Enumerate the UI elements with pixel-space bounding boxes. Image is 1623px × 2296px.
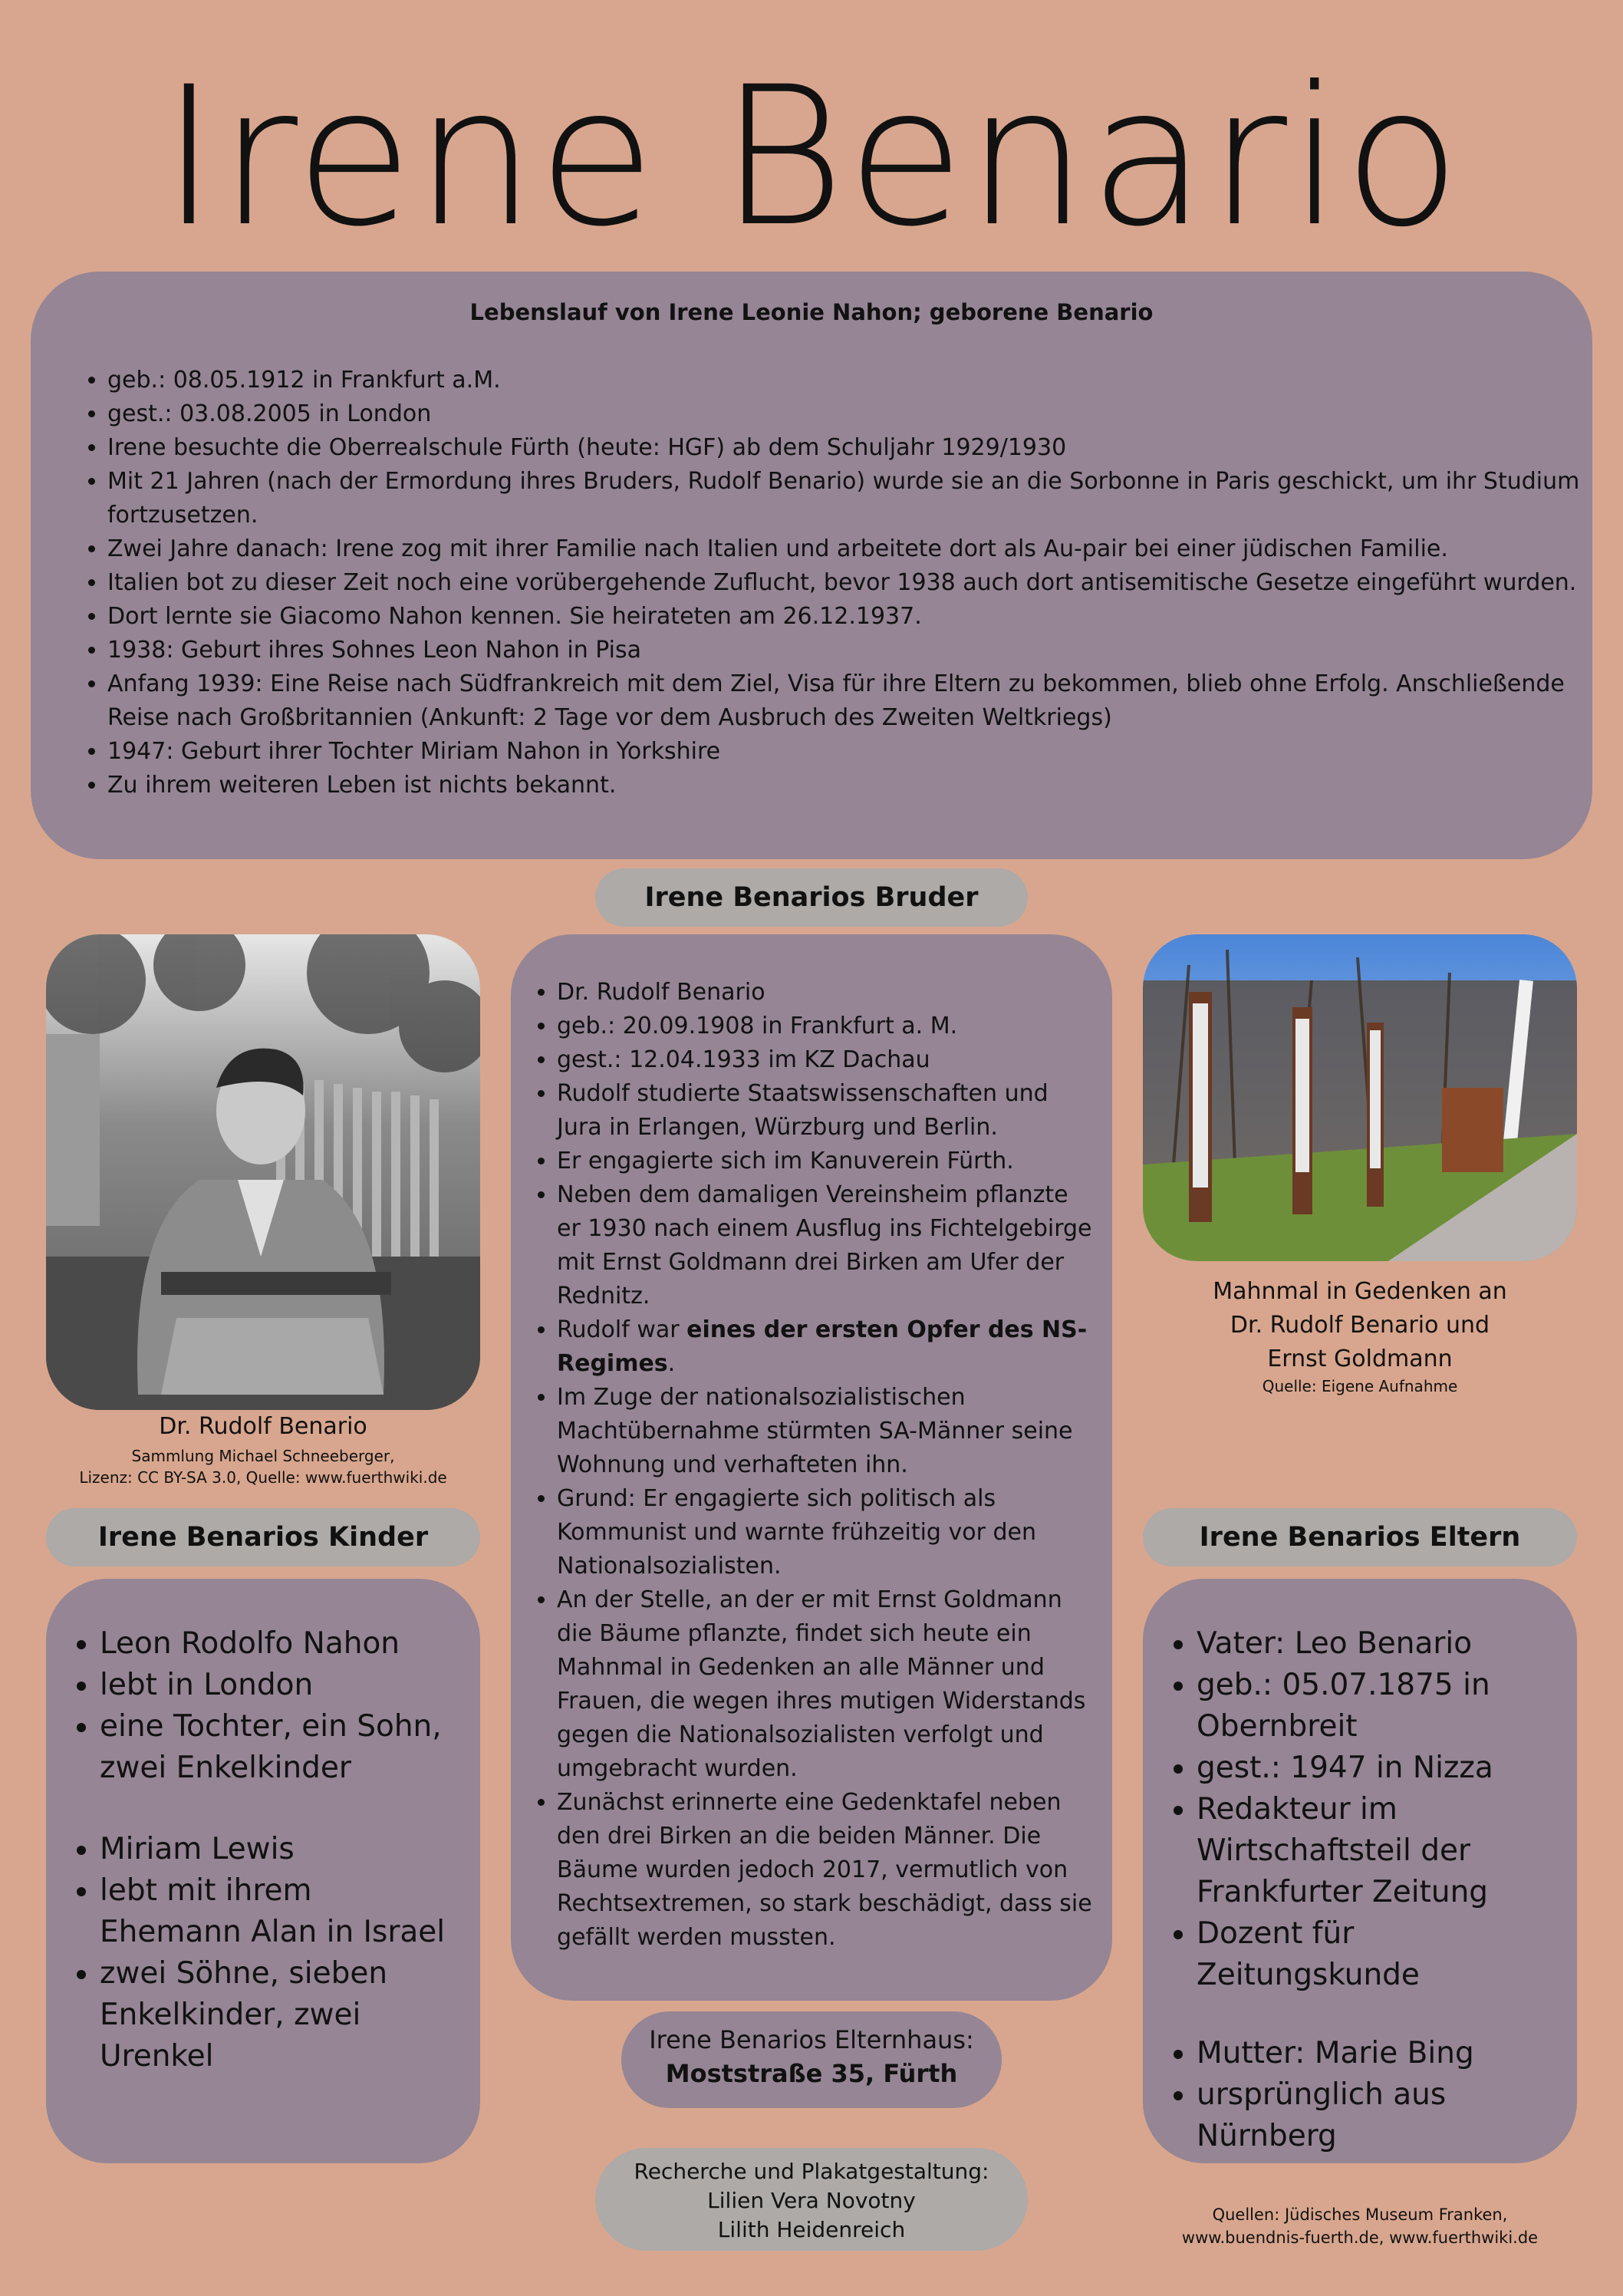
memorial-image	[1143, 934, 1577, 1261]
list-item: • gest.: 1947 in Nizza	[1197, 1748, 1549, 1789]
credits-author-2: Lilith Heidenreich	[717, 2217, 906, 2242]
victim-prefix: Rudolf war	[557, 1316, 687, 1343]
list-item: • Mit 21 Jahren (nach der Ermordung ihres Bruders, Rudolf Benario) wurde sie an die Sorbonne in Paris geschickt, um ihr Studium fortzusetzen.	[107, 465, 1603, 532]
children-list-leon	[100, 1623, 460, 1789]
parents-box	[1143, 1579, 1577, 2163]
sources-line1: Quellen: Jüdisches Museum Franken,	[1212, 2205, 1508, 2224]
victim-emphasis: eines der ersten Opfer des NS-Regimes	[557, 1316, 1088, 1377]
house-label: Irene Benarios Elternhaus:	[649, 2025, 974, 2054]
victim-suffix: .	[667, 1350, 676, 1377]
list-item: • Er engagierte sich im Kanuverein Fürth.	[557, 1145, 1094, 1178]
list-item: • Miriam Lewis	[100, 1829, 460, 1870]
list-item: • gest.: 03.08.2005 in London	[107, 397, 1603, 431]
brother-heading: Irene Benarios Bruder	[595, 868, 1028, 927]
list-item: • geb.: 20.09.1908 in Frankfurt a. M.	[557, 1010, 1094, 1043]
memorial-caption-line1: Mahnmal in Gedenken an	[1213, 1278, 1507, 1305]
credits-author-1: Lilien Vera Novotny	[707, 2188, 916, 2213]
parents-list-father	[1197, 1623, 1549, 1996]
list-item: • Neben dem damaligen Vereinsheim pflanzte er 1930 nach einem Ausflug ins Fichtelgebirge mit Ernst Goldmann drei Birken am Ufer der Rednitz.	[557, 1178, 1094, 1313]
list-item: • Dr. Rudolf Benario	[557, 976, 1094, 1010]
portrait-image	[46, 934, 480, 1410]
list-item: • geb.: 05.07.1875 in Obernbreit	[1197, 1665, 1549, 1748]
children-heading: Irene Benarios Kinder	[46, 1508, 480, 1566]
memorial-caption-line3: Ernst Goldmann	[1267, 1346, 1453, 1372]
list-item: • 1947: Geburt ihrer Tochter Miriam Nahon in Yorkshire	[107, 735, 1603, 769]
memorial-photo	[1143, 934, 1577, 1261]
photo-left-license: Lizenz: CC BY-SA 3.0, Quelle: www.fuerthwiki.de	[79, 1468, 447, 1487]
credits-label: Recherche und Plakatgestaltung:	[634, 2159, 989, 2184]
list-item: • Rudolf studierte Staatswissenschaften und Jura in Erlangen, Würzburg und Berlin.	[557, 1077, 1094, 1145]
list-item: • Dort lernte sie Giacomo Nahon kennen. Sie heirateten am 26.12.1937.	[107, 600, 1603, 634]
credits-box	[595, 2148, 1028, 2251]
photo-left-credit: Sammlung Michael Schneeberger,	[131, 1447, 395, 1465]
list-item: • Im Zuge der nationalsozialistischen Machtübernahme stürmten SA-Männer seine Wohnung und verhafteten ihn.	[557, 1381, 1094, 1482]
list-item: • Anfang 1939: Eine Reise nach Südfrankreich mit dem Ziel, Visa für ihre Eltern zu bekommen, blieb ohne Erfolg. Anschließende Reise nach Großbritannien (Ankunft: 2 Tage vor dem Ausbruch des Zweiten Weltkriegs)	[107, 667, 1603, 735]
list-item: • geb.: 08.05.1912 in Frankfurt a.M.	[107, 364, 1603, 397]
list-item: • gest.: 12.04.1933 im KZ Dachau	[557, 1043, 1094, 1077]
page-title: Irene Benario	[160, 45, 1463, 268]
biography-box	[31, 272, 1592, 859]
memorial-caption-line2: Dr. Rudolf Benario und	[1230, 1312, 1490, 1339]
memorial-credit: Quelle: Eigene Aufnahme	[1262, 1377, 1458, 1395]
list-item: • 1938: Geburt ihres Sohnes Leon Nahon in Pisa	[107, 634, 1603, 667]
list-item: • Zwei Jahre danach: Irene zog mit ihrer Familie nach Italien und arbeitete dort als Au-pair bei einer jüdischen Familie.	[107, 532, 1603, 566]
list-item: • Zunächst erinnerte eine Gedenktafel neben den drei Birken an die beiden Männer. Die Bäume wurden jedoch 2017, vermutlich von Rechtsextremen, so stark beschädigt, dass sie gefällt werden mussten.	[557, 1786, 1094, 1955]
house-address: Moststraße 35, Fürth	[665, 2059, 958, 2088]
rudolf-benario-photo	[46, 934, 480, 1410]
brother-list	[511, 976, 1094, 1955]
list-item: • zwei Söhne, sieben Enkelkinder, zwei Urenkel	[100, 1953, 460, 2077]
brother-box	[511, 934, 1112, 2001]
sources-line2: www.buendnis-fuerth.de, www.fuerthwiki.de	[1181, 2228, 1539, 2247]
list-item: • ursprünglich aus Nürnberg	[1197, 2074, 1549, 2157]
list-item: • An der Stelle, an der er mit Ernst Goldmann die Bäume pflanzte, findet sich heute ein Mahnmal in Gedenken an alle Männer und Frauen, die wegen ihres mutigen Widerstands gegen die Nationalsozialisten verfolgt und umgebracht wurden.	[557, 1583, 1094, 1786]
list-item: • Irene besuchte die Oberrealschule Fürth (heute: HGF) ab dem Schuljahr 1929/1930	[107, 431, 1603, 465]
list-item: • lebt in London	[100, 1665, 460, 1706]
photo-left-caption: Dr. Rudolf Benario	[159, 1413, 367, 1440]
parents-list-mother	[1197, 2033, 1549, 2157]
list-item: • eine Tochter, ein Sohn, zwei Enkelkinder	[100, 1706, 460, 1789]
list-item: • Redakteur im Wirtschaftsteil der Frankfurter Zeitung	[1197, 1789, 1549, 1913]
list-item: • Italien bot zu dieser Zeit noch eine vorübergehende Zuflucht, bevor 1938 auch dort antisemitische Gesetze eingeführt wurden.	[107, 566, 1603, 600]
biography-list	[75, 364, 1603, 802]
list-item: • Zu ihrem weiteren Leben ist nichts bekannt.	[107, 769, 1603, 802]
list-item	[557, 1313, 1094, 1381]
list-item: • Mutter: Marie Bing	[1197, 2033, 1549, 2074]
children-box	[46, 1579, 480, 2163]
list-item: • Leon Rodolfo Nahon	[100, 1623, 460, 1665]
biography-heading: Lebenslauf von Irene Leonie Nahon; geborene Benario	[469, 299, 1154, 325]
list-item: • Dozent für Zeitungskunde	[1197, 1913, 1549, 1996]
parents-heading: Irene Benarios Eltern	[1143, 1508, 1577, 1566]
children-list-miriam	[100, 1829, 460, 2077]
list-item: • lebt mit ihrem Ehemann Alan in Israel	[100, 1870, 460, 1953]
list-item: • Vater: Leo Benario	[1197, 1623, 1549, 1665]
house-box	[621, 2011, 1002, 2108]
list-item: • Grund: Er engagierte sich politisch als Kommunist und warnte frühzeitig vor den Nationalsozialisten.	[557, 1482, 1094, 1583]
